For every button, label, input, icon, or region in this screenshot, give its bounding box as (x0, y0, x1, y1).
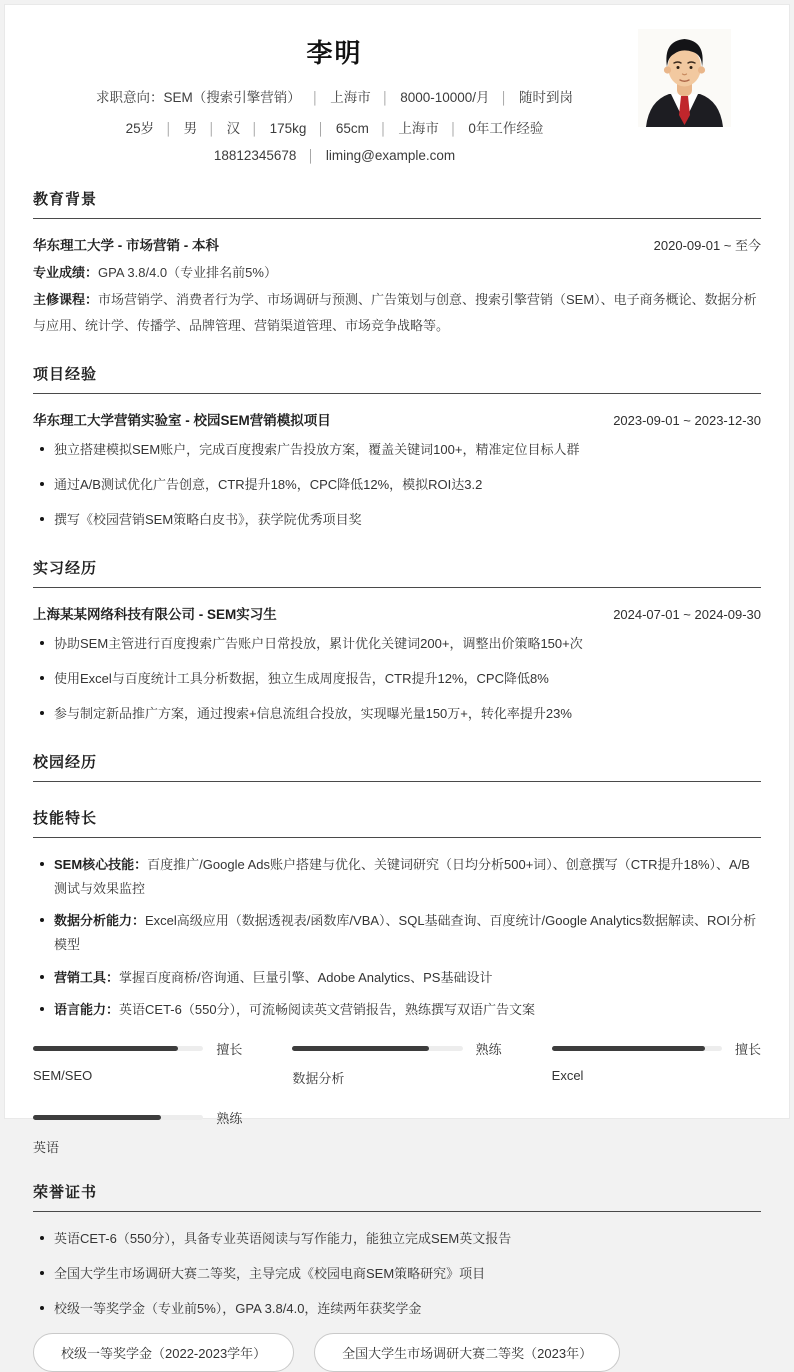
project-bullet: 独立搭建模拟SEM账户，完成百度搜索广告投放方案，覆盖关键词100+，精准定位目标人群 (33, 438, 761, 462)
basic-info-item: │ 上海市 (369, 121, 439, 136)
skill-bar (292, 1039, 501, 1087)
education-entry (33, 234, 761, 338)
skill-level-label: 擅长 (216, 1041, 243, 1057)
education-details (33, 260, 761, 338)
detail-text: GPA 3.8/4.0（专业排名前5%） (98, 265, 277, 280)
candidate-name: 李明 (306, 38, 363, 68)
skill-bar-track (33, 1115, 203, 1120)
internship-entry (33, 603, 761, 726)
project-date: 2023-09-01 ~ 2023-12-30 (613, 413, 761, 429)
skill-bar-track (552, 1046, 722, 1051)
avatar-illustration (638, 29, 731, 127)
honors-bullet-list (33, 1227, 761, 1321)
skill-level-label: 熟练 (216, 1110, 243, 1126)
skill-text: 英语CET-6（550分），可流畅阅读英文营销报告，熟练撰写双语广告文案 (119, 1001, 536, 1017)
skill-level-label: 擅长 (734, 1041, 761, 1057)
section-campus (33, 751, 761, 782)
skill-bar-fill (33, 1046, 178, 1051)
honors-heading: 荣誉证书 (33, 1181, 761, 1212)
skill-name: 数据分析 (292, 1070, 345, 1086)
project-bullet: 通过A/B测试优化广告创意，CTR提升18%，CPC降低12%，模拟ROI达3.2 (33, 473, 761, 497)
project-title: 华东理工大学营销实验室 - 校园SEM营销模拟项目 (33, 413, 331, 429)
skill-label: 营销工具： (54, 969, 120, 985)
job-intent-item: 求职意向：SEM（搜索引擎营销） (95, 90, 301, 105)
internship-date: 2024-07-01 ~ 2024-09-30 (613, 607, 761, 623)
education-date: 2020-09-01 ~ 至今 (653, 238, 761, 253)
skill-bar-fill (292, 1046, 428, 1051)
basic-info-item: │ 男 (154, 121, 197, 136)
honor-bullet: 全国大学生市场调研大赛二等奖，主导完成《校园电商SEM策略研究》项目 (33, 1262, 761, 1286)
basic-info-item: │ 175kg (240, 121, 306, 136)
skill-label: 语言能力： (54, 1001, 120, 1017)
section-projects (33, 363, 761, 532)
basic-info-item: 25岁 (125, 121, 155, 136)
basic-info-item: │ 65cm (306, 121, 369, 136)
project-bullet-list (33, 438, 761, 532)
header-text (33, 29, 636, 163)
section-education (33, 188, 761, 338)
internship-bullet: 使用Excel与百度统计工具分析数据，独立生成周度报告，CTR提升12%，CPC降低8% (33, 667, 761, 691)
skill-bar-fill (552, 1046, 705, 1051)
skill-label: SEM核心技能： (54, 857, 148, 873)
resume-header (33, 29, 761, 163)
contact-item: │ liming@example.com (296, 148, 455, 163)
projects-heading: 项目经验 (33, 363, 761, 394)
skill-bullet (33, 853, 761, 901)
job-intent-item: │ 随时到岗 (490, 90, 574, 105)
job-intent-item: │ 8000-10000/月 (371, 90, 490, 105)
skill-text: 掌握百度商桥/咨询通、巨量引擎、Adobe Analytics、PS基础设计 (119, 969, 493, 985)
skill-bullet (33, 909, 761, 957)
contact-item: 18812345678 (213, 148, 297, 163)
detail-label: 专业成绩： (33, 265, 99, 280)
skill-name: Excel (551, 1067, 584, 1083)
internship-bullet-list (33, 632, 761, 726)
internship-title: 上海某某网络科技有限公司 - SEM实习生 (33, 607, 277, 623)
project-bullet: 撰写《校园营销SEM策略白皮书》，获学院优秀项目奖 (33, 508, 761, 532)
skill-bar-fill (33, 1115, 161, 1120)
section-honors (33, 1181, 761, 1372)
resume-page (4, 4, 790, 1361)
detail-text: 市场营销学、消费者行为学、市场调研与预测、广告策划与创意、搜索引擎营销（SEM）、电子商务概论、数据分析与应用、统计学、传播学、品牌管理、营销渠道管理、市场竞争战略等。 (33, 292, 757, 333)
internship-heading: 实习经历 (33, 557, 761, 588)
skill-bar (552, 1039, 761, 1087)
honor-bullet: 校级一等奖学金（专业前5%），GPA 3.8/4.0，连续两年获奖学金 (33, 1297, 761, 1321)
internship-bullet: 协助SEM主管进行百度搜索广告账户日常投放，累计优化关键词200+，调整出价策略150+次 (33, 632, 761, 656)
job-intent-line (33, 86, 636, 106)
section-skills (33, 807, 761, 1155)
skill-bullet (33, 998, 761, 1022)
skill-level-label: 熟练 (475, 1041, 502, 1057)
award-badges (33, 1333, 761, 1372)
skill-name: 英语 (33, 1139, 60, 1155)
skill-text: 百度推广/Google Ads账户搭建与优化、关键词研究（日均分析500+词）、创意撰写（CTR提升18%）、A/B测试与效果监控 (54, 857, 750, 897)
section-internship (33, 557, 761, 726)
education-title: 华东理工大学 - 市场营销 - 本科 (33, 238, 219, 253)
job-intent-item: │ 上海市 (301, 90, 371, 105)
profile-photo (638, 29, 731, 127)
skills-bullet-list (33, 853, 761, 1021)
honor-bullet: 英语CET-6（550分），具备专业英语阅读与写作能力，能独立完成SEM英文报告 (33, 1227, 761, 1251)
skills-heading: 技能特长 (33, 807, 761, 838)
contact-line (33, 148, 636, 163)
skill-name: SEM/SEO (33, 1067, 93, 1083)
skill-bar-track (33, 1046, 203, 1051)
skill-bullet (33, 966, 761, 990)
project-entry (33, 409, 761, 532)
skill-bar (33, 1108, 242, 1156)
detail-label: 主修课程： (33, 292, 99, 308)
internship-bullet: 参与制定新品推广方案，通过搜索+信息流组合投放，实现曝光量150万+，转化率提升23% (33, 702, 761, 726)
basic-info-item: │ 0年工作经验 (439, 121, 544, 136)
award-badge: 全国大学生市场调研大赛二等奖（2023年） (314, 1333, 620, 1372)
campus-heading: 校园经历 (33, 751, 761, 782)
skill-text: Excel高级应用（数据透视表/函数库/VBA）、SQL基础查询、百度统计/Google Analytics数据解读、ROI分析模型 (54, 913, 757, 953)
skill-label: 数据分析能力： (54, 913, 146, 929)
basic-info-line (33, 117, 636, 137)
basic-info-item: │ 汉 (197, 121, 240, 136)
skill-bars (33, 1039, 761, 1156)
award-badge: 校级一等奖学金（2022-2023学年） (33, 1333, 294, 1372)
education-heading: 教育背景 (33, 188, 761, 219)
skill-bar (33, 1039, 242, 1087)
skill-bar-track (292, 1046, 462, 1051)
education-detail-line (33, 260, 761, 285)
education-detail-line (33, 287, 761, 338)
